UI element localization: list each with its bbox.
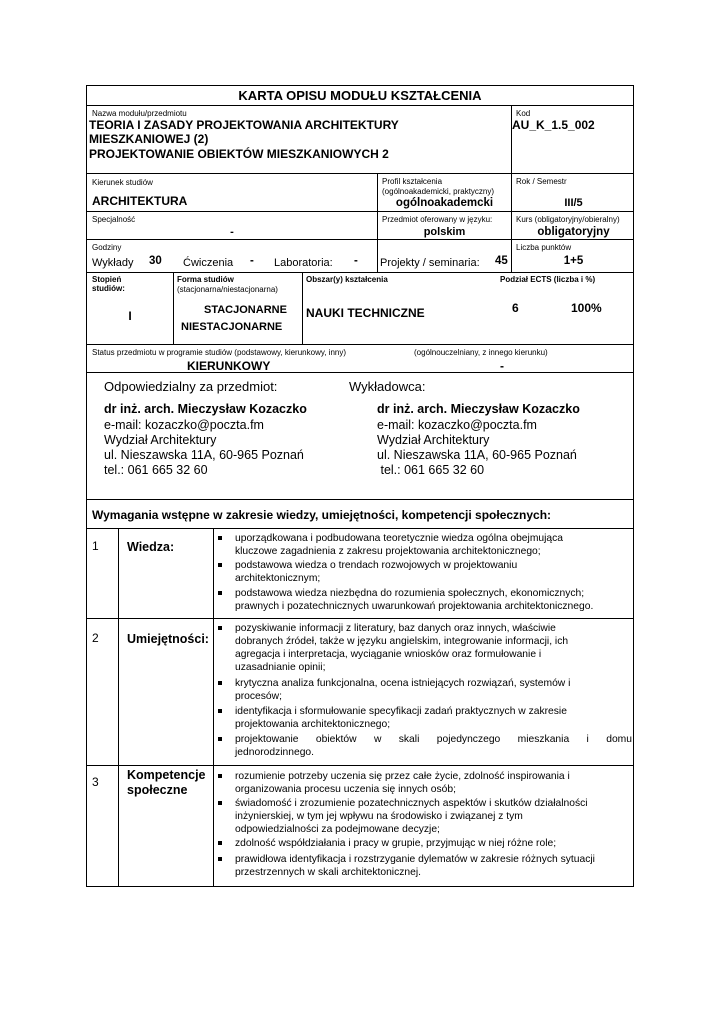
module-name: MIESZKANIOWEJ (2) [89, 132, 209, 146]
obszar-label: Obszar(y) kształcenia [306, 275, 388, 284]
divider [87, 173, 633, 174]
list-item-text: krytyczna analiza funkcjonalna, ocena istniejących rozwiązań, systemów i procesów; [235, 678, 571, 702]
ects-percent: 100% [571, 301, 602, 315]
specjalnosc-label: Specjalność [92, 215, 136, 224]
bullet-icon [218, 563, 222, 567]
profil-label: (ogólnoakademicki, praktyczny) [382, 187, 495, 196]
responsible-label: Odpowiedzialny za przedmiot: [104, 379, 278, 394]
divider [87, 344, 633, 345]
list-item [218, 705, 632, 731]
divider [118, 528, 119, 887]
punkty-value: 1+5 [563, 255, 584, 267]
divider [213, 528, 214, 887]
list-item-text: rozumienie potrzeby uczenia się przez całe życie, zdolność inspirowania i organizowania procesu uczenia się innych osób; [235, 771, 570, 795]
profil-value: ogólnoakademcki [395, 197, 494, 209]
row-number: 2 [92, 631, 99, 645]
ects-label: Podział ECTS (liczba i %) [500, 275, 596, 284]
list-item-text: świadomość i zrozumienie pozatechnicznych aspektów i skutków działalności inżynierskiej, w tym jej wpływu na środowisko i związanej z tym odpowiedzialności za podejmowane decyzje; [235, 798, 588, 835]
list-item [218, 837, 632, 850]
responsible-address: ul. Nieszawska 11A, 60-965 Poznań [104, 448, 304, 462]
kierunek-value: ARCHITEKTURA [92, 194, 188, 208]
list-item [218, 770, 632, 796]
cwiczenia-value: - [250, 255, 254, 267]
list-item-text: prawidłowa identyfikacja i rozstrzyganie dylematów w zakresie różnych sytuacji przestrzennych w skali architektonicznej. [235, 854, 595, 878]
list-item-text: uporządkowana i podbudowana teoretycznie wiedza ogólna obejmująca kluczowe zagadnienia z zakresu projektowania architektonicznego; [235, 533, 564, 557]
responsible-name: dr inż. arch. Mieczysław Kozaczko [104, 402, 307, 416]
divider [87, 528, 633, 529]
stopien-value: I [128, 309, 132, 323]
laboratoria-label: Laboratoria: [274, 257, 333, 269]
kurs-label: Kurs (obligatoryjny/obieralny) [516, 215, 620, 224]
row-category: Kompetencje [127, 768, 206, 782]
divider [302, 272, 303, 344]
stopien-label: studiów: [92, 284, 125, 293]
row-category: Umiejętności: [127, 632, 209, 646]
divider [87, 272, 633, 273]
row-number: 1 [92, 539, 99, 553]
list-item [218, 587, 632, 613]
divider [377, 173, 378, 272]
list-item [218, 797, 632, 836]
responsible-email: e-mail: kozaczko@poczta.fm [104, 418, 264, 432]
row-category: Wiedza: [127, 540, 175, 554]
bullet-icon [218, 536, 222, 540]
bullet-icon [218, 591, 222, 595]
row-number: 3 [92, 775, 99, 789]
kierunek-label: Kierunek studiów [92, 178, 153, 187]
rok-value: III/5 [564, 197, 583, 209]
requirements-heading: Wymagania wstępne w zakresie wiedzy, umiejętności, kompetencji społecznych: [92, 508, 552, 522]
list-item [218, 677, 632, 703]
stopien-label: Stopień [92, 275, 122, 284]
module-name: TEORIA I ZASADY PROJEKTOWANIA ARCHITEKTURY [89, 118, 399, 132]
list-item-continuation [218, 746, 632, 759]
page-title: KARTA OPISU MODUŁU KSZTAŁCENIA [238, 88, 482, 103]
lecturer-label: Wykładowca: [349, 379, 426, 394]
list-item-text: zdolność współdziałania i pracy w grupie, przyjmując w niej różne role; [235, 838, 557, 849]
bullet-icon [218, 709, 222, 713]
profil-label: Profil kształcenia [382, 177, 443, 186]
list-item [218, 622, 632, 674]
projekty-value: 45 [495, 255, 508, 267]
list-item-text: jednorodzinnego. [235, 747, 315, 758]
cwiczenia-label: Ćwiczenia [183, 257, 234, 269]
forma-value: NIESTACJONARNE [181, 321, 283, 333]
list-item [218, 853, 632, 879]
divider [173, 272, 174, 344]
responsible-dept: Wydział Architektury [104, 433, 217, 447]
bullet-icon [218, 774, 222, 778]
status-label-secondary: (ogólnouczelniany, z innego kierunku) [414, 348, 548, 357]
punkty-label: Liczba punktów [516, 243, 572, 252]
bullet-icon [218, 857, 222, 861]
list-item-text: projektowanie obiektów w skali pojedynczego mieszkania i domu [235, 734, 632, 745]
laboratoria-value: - [354, 255, 358, 267]
lecturer-name: dr inż. arch. Mieczysław Kozaczko [377, 402, 580, 416]
status-label: Status przedmiotu w programie studiów (podstawowy, kierunkowy, inny) [92, 348, 347, 357]
forma-label: (stacjonarna/niestacjonarna) [177, 285, 278, 294]
forma-value: STACJONARNE [204, 304, 287, 316]
divider [87, 765, 633, 766]
lecturer-dept: Wydział Architektury [377, 433, 490, 447]
divider [87, 211, 633, 212]
divider [87, 618, 633, 619]
divider [87, 499, 633, 500]
divider [87, 105, 633, 106]
divider [87, 372, 633, 373]
bullet-icon [218, 681, 222, 685]
projekty-label: Projekty / seminaria: [380, 257, 480, 269]
bullet-icon [218, 737, 222, 741]
list-item-text: identyfikacja i sformułowanie specyfikacji zadań praktycznych w zakresie projektowania architektonicznego; [235, 706, 567, 730]
status-value: KIERUNKOWY [187, 359, 271, 373]
jezyk-label: Przedmiot oferowany w języku: [382, 215, 493, 224]
list-item [218, 532, 632, 558]
specjalnosc-value: - [230, 226, 234, 238]
ects-value: 6 [512, 301, 519, 315]
lecturer-address: ul. Nieszawska 11A, 60-965 Poznań [377, 448, 577, 462]
kurs-value: obligatoryjny [537, 226, 610, 238]
status-value-secondary: - [500, 359, 504, 373]
lecturer-email: e-mail: kozaczko@poczta.fm [377, 418, 537, 432]
module-subject-name: PROJEKTOWANIE OBIEKTÓW MIESZKANIOWYCH 2 [89, 147, 389, 161]
jezyk-value: polskim [423, 226, 466, 238]
responsible-phone: tel.: 061 665 32 60 [104, 463, 208, 477]
list-item-text: pozyskiwanie informacji z literatury, baz danych oraz innych, właściwie dobranych źródeł, także w języku angielskim, integrowanie informacji, ich agregacja i interpretacja, wyciąganie wniosków oraz formułowanie i uzasadnianie opinii; [235, 623, 569, 673]
bullet-icon [218, 841, 222, 845]
godziny-label: Godziny [92, 243, 122, 252]
wyklady-value: 30 [149, 255, 162, 267]
list-item-text: podstawowa wiedza o trendach rozwojowych w projektowaniu architektonicznym; [235, 560, 518, 584]
lecturer-phone: tel.: 061 665 32 60 [377, 463, 485, 477]
obszar-value: NAUKI TECHNICZNE [306, 306, 425, 320]
rok-label: Rok / Semestr [516, 177, 567, 186]
module-name-label: Nazwa modułu/przedmiotu [92, 109, 187, 118]
wyklady-label: Wykłady [92, 257, 134, 269]
list-item [218, 733, 632, 746]
row-category: społeczne [127, 783, 188, 797]
bullet-icon [218, 626, 222, 630]
list-item [218, 559, 632, 585]
code-label: Kod [516, 109, 531, 118]
list-item-text: podstawowa wiedza niezbędna do rozumienia społecznych, ekonomicznych; prawnych i pozatechnicznych uwarunkowań projektowania architektonicznego. [235, 588, 594, 612]
forma-label: Forma studiów [177, 275, 234, 284]
module-code: AU_K_1.5_002 [512, 118, 595, 132]
bullet-icon [218, 801, 222, 805]
module-card [86, 85, 634, 887]
